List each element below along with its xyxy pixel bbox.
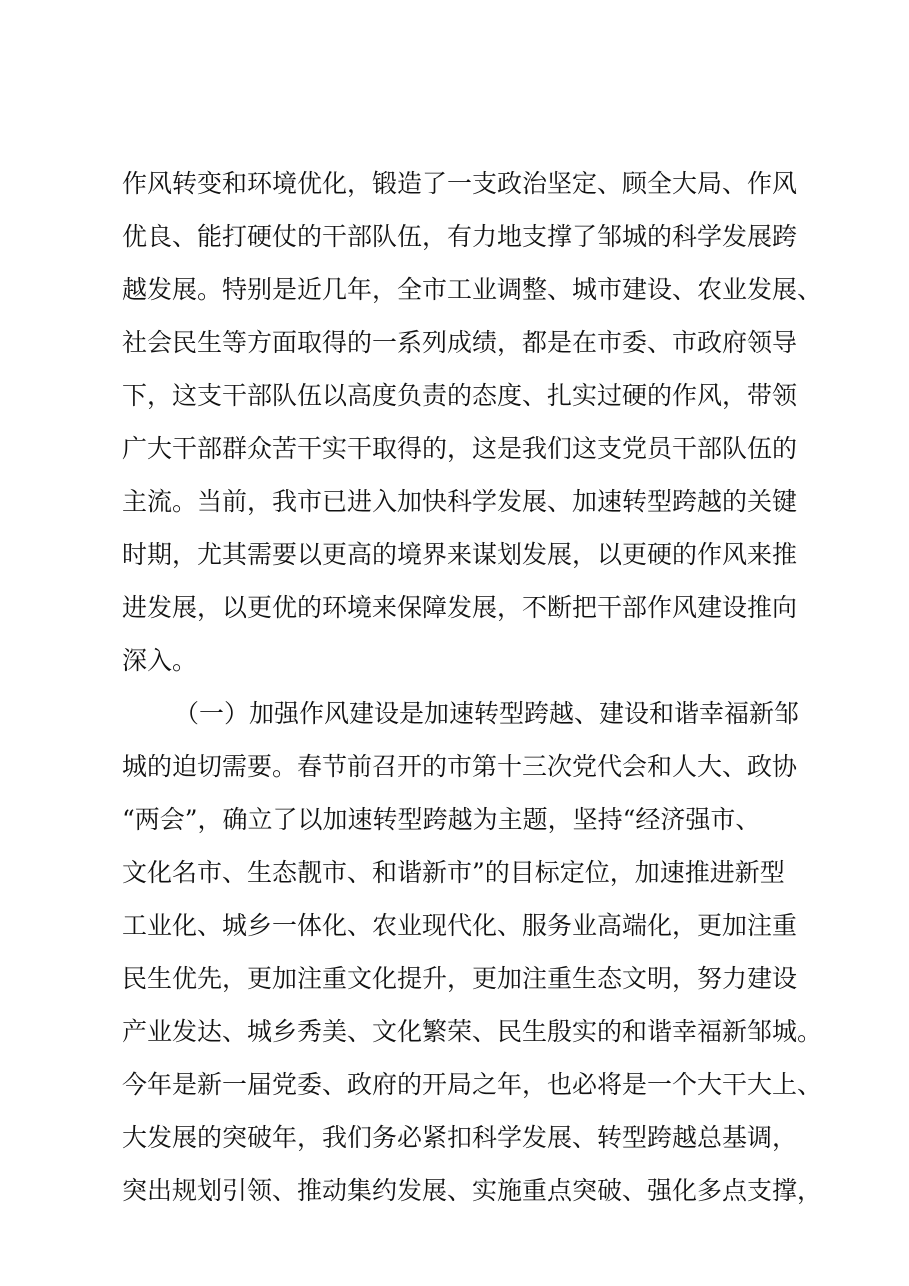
- text-line: 时期，尤其需要以更高的境界来谋划发展，以更硬的作风来推: [122, 540, 798, 569]
- text-line: 突出规划引领、推动集约发展、实施重点突破、强化多点支撑，: [122, 1176, 823, 1205]
- text-line: 今年是新一届党委、政府的开局之年，也必将是一个大干大上、: [122, 1070, 823, 1099]
- text-line: 社会民生等方面取得的一系列成绩，都是在市委、市政府领导: [122, 328, 798, 357]
- text-line: 主流。当前，我市已进入加快科学发展、加速转型跨越的关键: [122, 487, 798, 516]
- text-line: 进发展，以更优的环境来保障发展，不断把干部作风建设推向: [122, 593, 798, 622]
- body-text: [122, 157, 822, 1217]
- text-line: 下，这支干部队伍以高度负责的态度、扎实过硬的作风，带领: [122, 381, 798, 410]
- text-line: 深入。: [122, 646, 198, 675]
- text-line: 工业化、城乡一体化、农业现代化、服务业高端化，更加注重: [122, 911, 798, 940]
- text-line: 作风转变和环境优化，锻造了一支政治坚定、顾全大局、作风: [122, 169, 798, 198]
- text-line: 优良、能打硬仗的干部队伍，有力地支撑了邹城的科学发展跨: [122, 222, 798, 251]
- text-line: 文化名市、生态靓市、和谐新市”的目标定位，加速推进新型: [122, 858, 785, 887]
- text-line: 大发展的突破年，我们务必紧扣科学发展、转型跨越总基调，: [122, 1123, 798, 1152]
- text-line: 越发展。特别是近几年，全市工业调整、城市建设、农业发展、: [122, 275, 823, 304]
- text-line: 产业发达、城乡秀美、文化繁荣、民生殷实的和谐幸福新邹城。: [122, 1017, 823, 1046]
- section-heading-line: （一）加强作风建设是加速转型跨越、建设和谐幸福新邹: [174, 699, 800, 728]
- text-line: 广大干部群众苦干实干取得的，这是我们这支党员干部队伍的: [122, 434, 798, 463]
- text-line: 民生优先，更加注重文化提升，更加注重生态文明，努力建设: [122, 964, 798, 993]
- text-line: “两会”，确立了以加速转型跨越为主题，坚持“经济强市、: [122, 805, 761, 834]
- text-line: 城的迫切需要。春节前召开的市第十三次党代会和人大、政协: [122, 752, 798, 781]
